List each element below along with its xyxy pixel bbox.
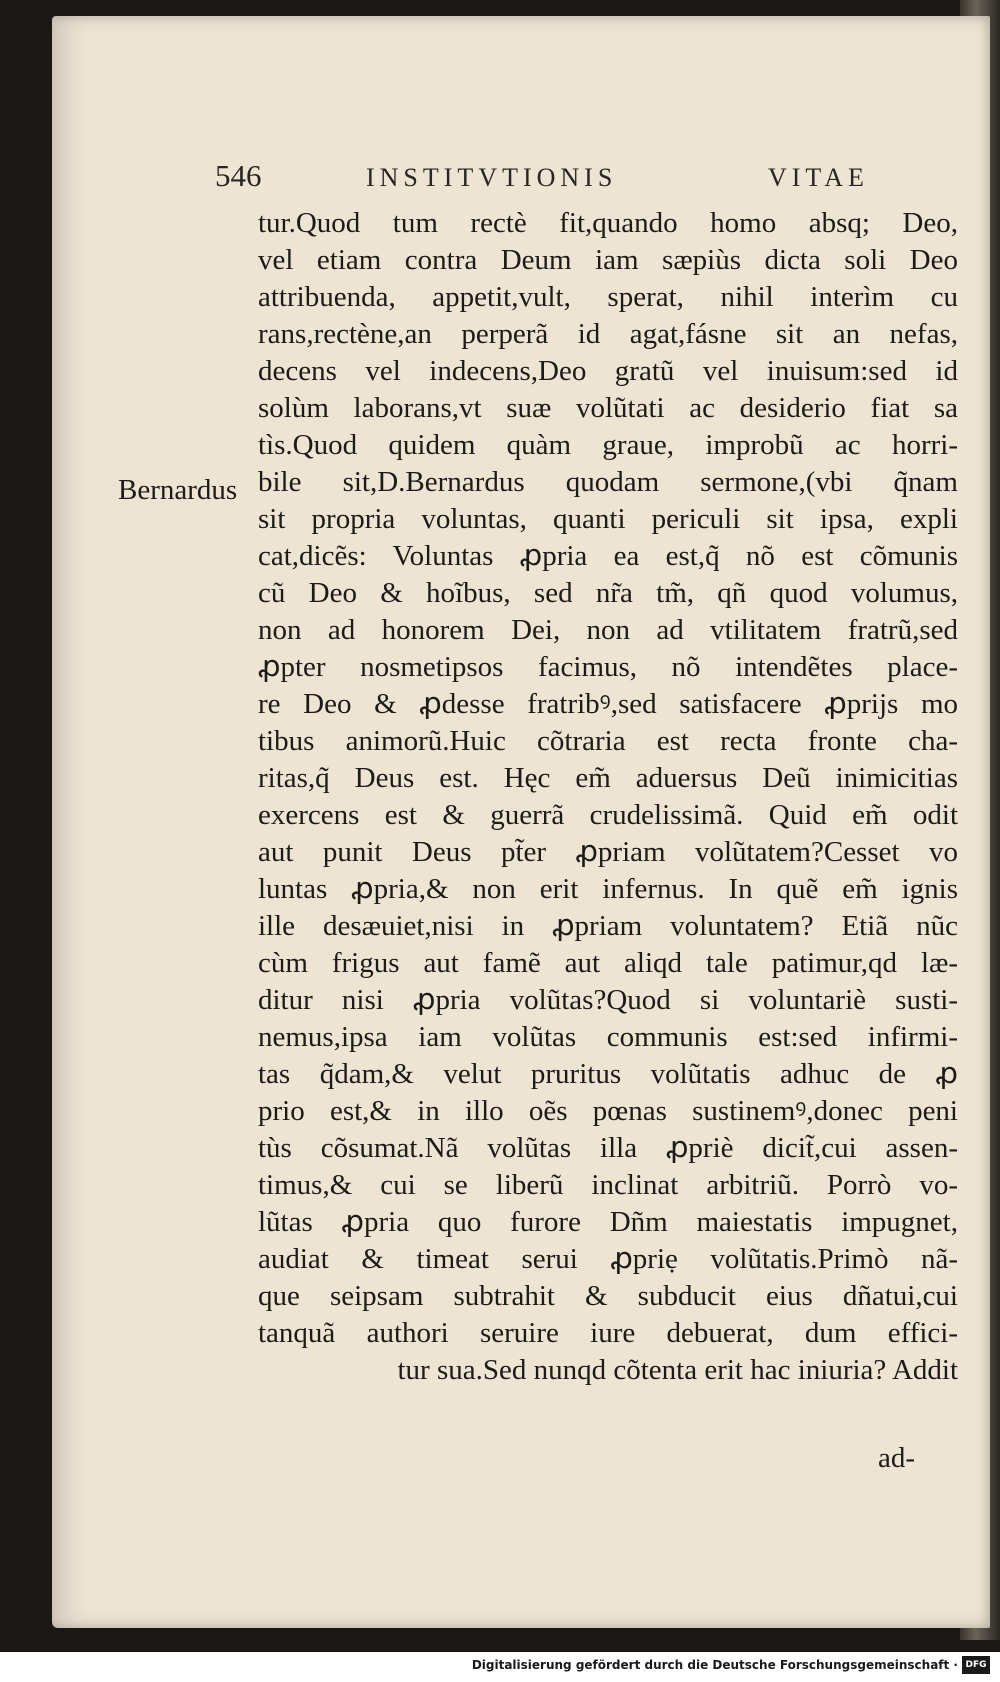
text-line: que seipsam subtrahit & subducit eius dñatui,cui [258, 1280, 958, 1312]
text-line: ꝓpter nosmetipsos facimus, nõ intendẽtes place- [258, 651, 958, 683]
text-line: aut punit Deus pt̃er ꝓpriam volũtatem?Cesset vo [258, 836, 958, 868]
text-line: ditur nisi ꝓpria volũtas?Quod si voluntariè susti- [258, 984, 958, 1016]
text-line: ille desæuiet,nisi in ꝓpriam voluntatem? Etiã nũc [258, 910, 958, 942]
text-line: attribuenda, appetit,vult, sperat, nihil interìm cu [258, 281, 958, 313]
text-line: solùm laborans,vt suæ volũtati ac desiderio fiat sa [258, 392, 958, 424]
digitization-credit: Digitalisierung gefördert durch die Deutsche Forschungsgemeinschaft · [471, 1658, 958, 1672]
margin-note: Bernardus [118, 474, 238, 506]
running-head-left: INSTITVTIONIS [366, 163, 618, 192]
text-line: tas q̃dam,& velut pruritus volũtatis adhuc de ꝓ [258, 1058, 958, 1090]
text-line: tanquã authori seruire iure debuerat, dum effici- [258, 1317, 958, 1349]
text-line: tìs.Quod quidem quàm graue, improbũ ac horri- [258, 429, 958, 461]
text-line: cùm frigus aut famẽ aut aliqd tale patimur,qd læ- [258, 947, 958, 979]
body-text [258, 205, 958, 1389]
text-line: non ad honorem Dei, non ad vtilitatem fratrũ,sed [258, 614, 958, 646]
text-line: rans,rectène,an perperã id agat,fásne sit an nefas, [258, 318, 958, 350]
text-line: exercens est & guerrã crudelissimã. Quid em̃ odit [258, 799, 958, 831]
text-line: timus,& cui se liberũ inclinat arbitriũ. Porrò vo- [258, 1169, 958, 1201]
text-line: luntas ꝓpria,& non erit infernus. In quẽ em̃ ignis [258, 873, 958, 905]
text-line: tibus animorũ.Huic cõtraria est recta fronte cha- [258, 725, 958, 757]
text-line: lũtas ꝓpria quo furore Dñm maiestatis impugnet, [258, 1206, 958, 1238]
catchword: ad- [878, 1442, 916, 1474]
text-line: tur sua.Sed nunqd cõtenta erit hac iniuria? Addit [397, 1354, 958, 1386]
dfg-logo: DFG [962, 1656, 990, 1674]
text-line: ritas,q̃ Deus est. Hęc em̃ aduersus Deũ inimicitias [258, 762, 958, 794]
text-line: re Deo & ꝓdesse fratribꝰ,sed satisfacere ꝓprijs mo [258, 688, 958, 720]
text-line: vel etiam contra Deum iam sæpiùs dicta soli Deo [258, 244, 958, 276]
text-line: audiat & timeat serui ꝓpriẹ volũtatis.Primò nã- [258, 1243, 958, 1275]
running-head-right: VITAE [768, 163, 869, 192]
text-line: bile sit,D.Bernardus quodam sermone,(vbi q̃nam [258, 466, 958, 498]
page-number: 546 [215, 158, 262, 193]
text-line: tur.Quod tum rectè fit,quando homo absq; Deo, [258, 207, 958, 239]
text-line: tùs cõsumat.Nã volũtas illa ꝓpriè dicit̃,cui assen- [258, 1132, 958, 1164]
text-line: sit propria voluntas, quanti periculi sit ipsa, expli [258, 503, 958, 535]
text-line: prio est,& in illo oẽs pœnas sustinemꝰ,donec peni [258, 1095, 958, 1127]
text-line: cat,dicẽs: Voluntas ꝓpria ea est,q̃ nõ est cõmunis [258, 540, 958, 572]
text-line: nemus,ipsa iam volũtas communis est:sed infirmi- [258, 1021, 958, 1053]
text-line: decens vel indecens,Deo gratũ vel inuisum:sed id [258, 355, 958, 387]
text-line: cũ Deo & hoĩbus, sed nr̃a tm̃, qñ quod volumus, [258, 577, 958, 609]
